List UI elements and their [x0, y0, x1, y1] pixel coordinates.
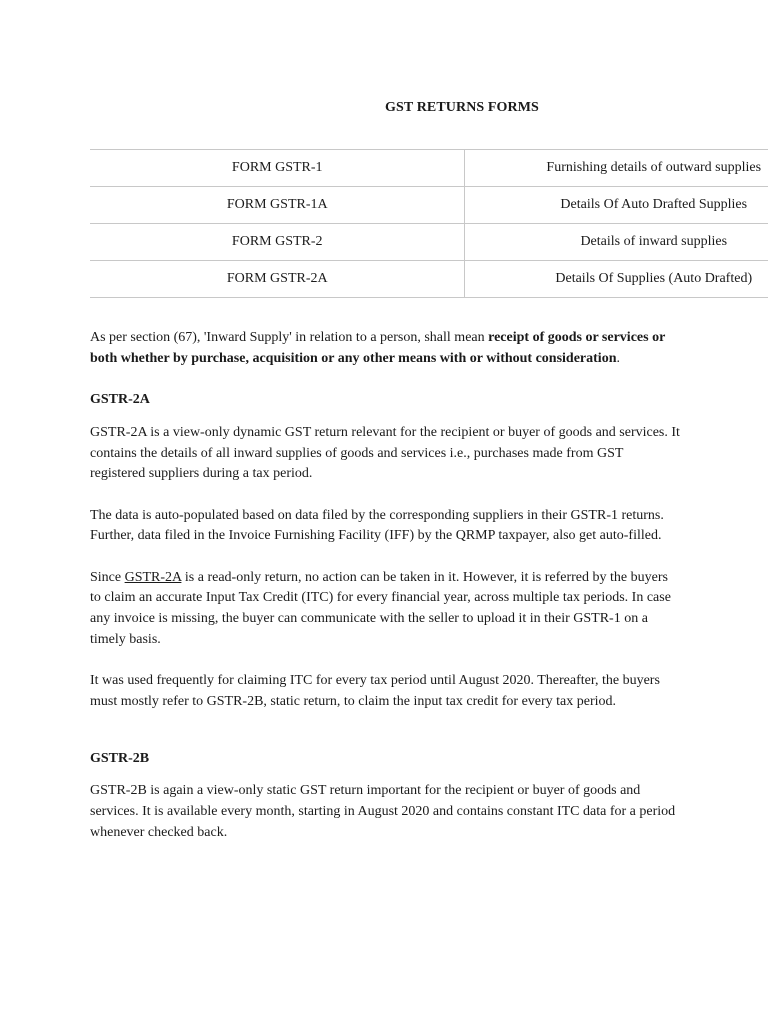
gst-forms-table [90, 149, 768, 298]
form-description-cell: Furnishing details of outward supplies [465, 150, 768, 187]
form-description-cell: Details Of Supplies (Auto Drafted) [465, 261, 768, 298]
form-name-cell: FORM GSTR-1A [90, 187, 465, 224]
table-row [90, 261, 768, 298]
table-row [90, 187, 768, 224]
gstr2a-p3-post: is a read-only return, no action can be taken in it. However, it is referred by the buyers to claim an accurate Input Tax Credit (ITC) for every financial year, across multiple tax periods. In case any invoice is missing, the buyer can communicate with the seller to upload it in their GSTR-1 on a timely basis. [90, 569, 671, 647]
form-name-cell: FORM GSTR-2 [90, 224, 465, 261]
intro-paragraph [90, 328, 680, 369]
document-body [90, 328, 680, 864]
intro-lead: As per section (67), 'Inward Supply' in relation to a person, shall mean [90, 330, 489, 345]
gstr2a-paragraph-4: It was used frequently for claiming ITC for every tax period until August 2020. Thereafter, the buyers must mostly refer to GSTR-2B, static return, to claim the input tax credit for every tax period. [90, 673, 660, 709]
table-row [90, 150, 768, 187]
form-name-cell: FORM GSTR-2A [90, 261, 465, 298]
form-name-cell: FORM GSTR-1 [90, 150, 465, 187]
form-description-cell: Details of inward supplies [465, 224, 768, 261]
intro-tail: . [616, 350, 620, 366]
gstr2a-paragraph-2: The data is auto-populated based on data filed by the corresponding suppliers in their GSTR-1 returns. Further, data filed in the Invoice Furnishing Facility (IFF) by the QRMP taxpayer, also get auto-filled. [90, 507, 664, 544]
gstr2a-link[interactable]: GSTR-2A [124, 569, 182, 585]
gstr2a-paragraph-3 [90, 568, 680, 651]
page-title: GST RETURNS FORMS [385, 100, 539, 115]
gstr2b-paragraph-1: GSTR-2B is again a view-only static GST return important for the recipient or buyer of goods and services. It is available every month, starting in August 2020 and contains constant ITC data for a period whenever checked back. [90, 783, 676, 840]
table-row [90, 224, 768, 261]
form-description-cell: Details Of Auto Drafted Supplies [465, 187, 768, 224]
gstr2a-paragraph-1: GSTR-2A is a view-only dynamic GST return relevant for the recipient or buyer of goods and services. It contains the details of all inward supplies of goods and services i.e., purchases made from GST registered suppliers during a tax period. [90, 424, 680, 482]
gstr2a-heading: GSTR-2A [90, 392, 150, 408]
intro-bold: receipt of goods or services or both whether by purchase, acquisition or any other means with or without consideration [90, 330, 666, 366]
gstr2a-p3-pre: Since [90, 569, 125, 585]
gstr2b-heading: GSTR-2B [90, 750, 150, 766]
